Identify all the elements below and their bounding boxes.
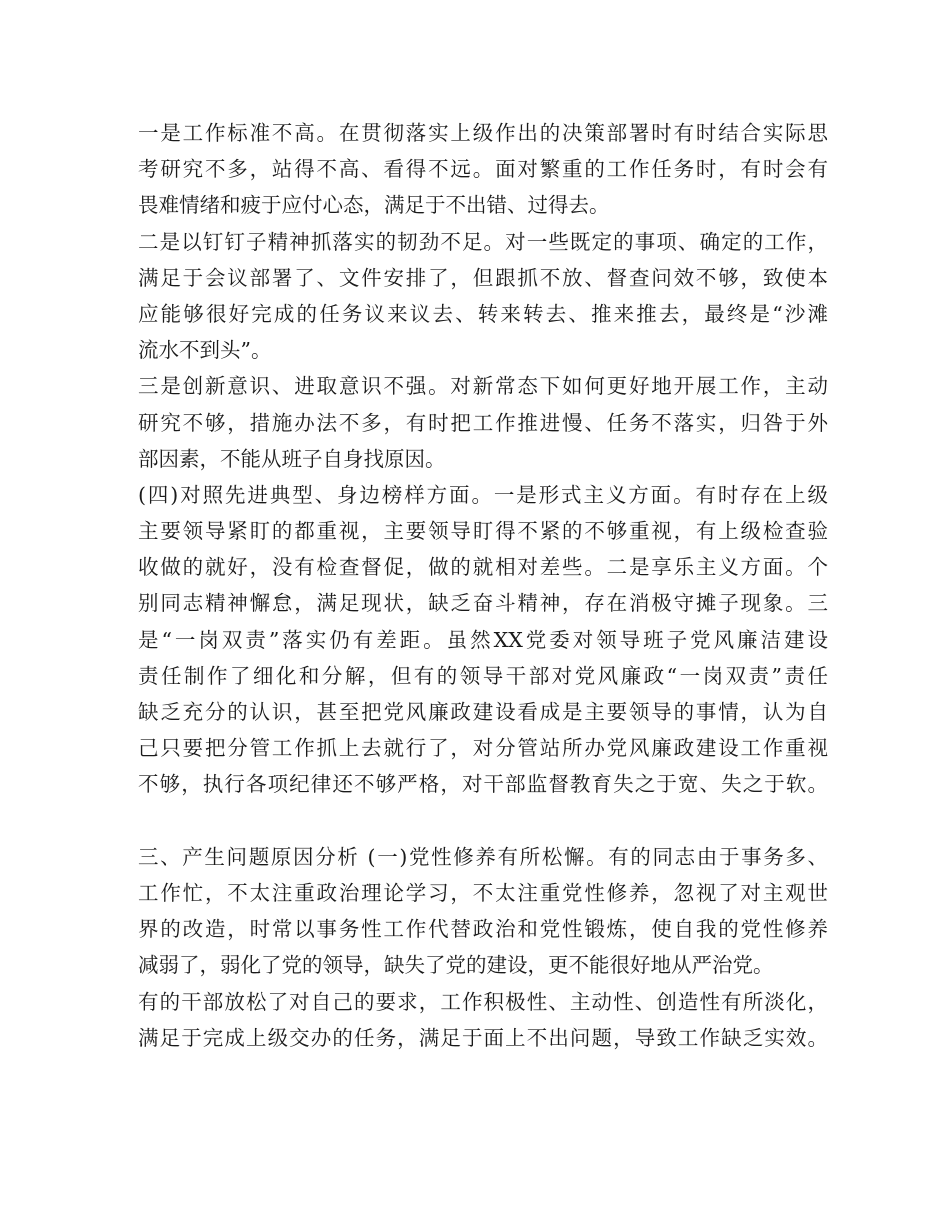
text-line: 有的干部放松了对自己的要求，工作积极性、主动性、创造性有所淡化， (138, 989, 828, 1014)
text-line: 工作忙，不太注重政治理论学习，不太注重党性修养，忽视了对主观世 (138, 880, 828, 905)
text-line: 部因素，不能从班子自身找原因。 (138, 446, 446, 471)
text-line: 是“一岗双责”落实仍有差距。虽然XX党委对领导班子党风廉洁建设 (138, 627, 828, 652)
text-line: 不够，执行各项纪律还不够严格，对干部监督教育失之于宽、失之于软。 (138, 772, 828, 797)
text-block-2 (138, 839, 828, 1056)
text-line: 减弱了，弱化了党的领导，缺失了党的建设，更不能很好地从严治党。 (138, 953, 774, 978)
text-line: 别同志精神懈怠，满足现状，缺乏奋斗精神，存在消极守摊子现象。三 (138, 591, 828, 616)
text-line: (四)对照先进典型、身边榜样方面。一是形式主义方面。有时存在上级 (138, 482, 828, 507)
text-line: 收做的就好，没有检查督促，做的就相对差些。二是享乐主义方面。个 (138, 555, 828, 580)
text-line: 界的改造，时常以事务性工作代替政治和党性锻炼，使自我的党性修养 (138, 917, 828, 942)
text-line: 责任制作了细化和分解，但有的领导干部对党风廉政“一岗双责”责任 (138, 663, 828, 688)
text-line: 缺乏充分的认识，甚至把党风廉政建设看成是主要领导的事情，认为自 (138, 700, 828, 724)
text-line: 考研究不多，站得不高、看得不远。面对繁重的工作任务时，有时会有 (138, 157, 828, 182)
text-line: 流水不到头”。 (138, 338, 272, 363)
text-block-1 (138, 115, 828, 803)
text-line: 一是工作标准不高。在贯彻落实上级作出的决策部署时有时结合实际思 (138, 121, 828, 145)
text-line: 满足于完成上级交办的任务，满足于面上不出问题，导致工作缺乏实效。 (138, 1025, 828, 1050)
text-line: 主要领导紧盯的都重视，主要领导盯得不紧的不够重视，有上级检查验 (138, 519, 828, 544)
text-line: 满足于会议部署了、文件安排了，但跟抓不放、督查问效不够，致使本 (138, 265, 828, 290)
text-line: 畏难情绪和疲于应付心态，满足于不出错、过得去。 (138, 193, 610, 218)
document-body (138, 115, 828, 1056)
text-line: 三是创新意识、进取意识不强。对新常态下如何更好地开展工作，主动 (138, 374, 828, 399)
text-line: 三、产生问题原因分析 (一)党性修养有所松懈。有的同志由于事务多、 (138, 844, 828, 869)
text-line: 二是以钉钉子精神抓落实的韧劲不足。对一些既定的事项、确定的工作， (138, 229, 828, 254)
text-line: 己只要把分管工作抓上去就行了，对分管站所办党风廉政建设工作重视 (138, 736, 828, 761)
text-line: 研究不够，措施办法不多，有时把工作推进慢、任务不落实，归咎于外 (138, 410, 828, 435)
text-line: 应能够很好完成的任务议来议去、转来转去、推来推去，最终是“沙滩 (138, 301, 828, 326)
paragraph-gap (138, 803, 828, 839)
